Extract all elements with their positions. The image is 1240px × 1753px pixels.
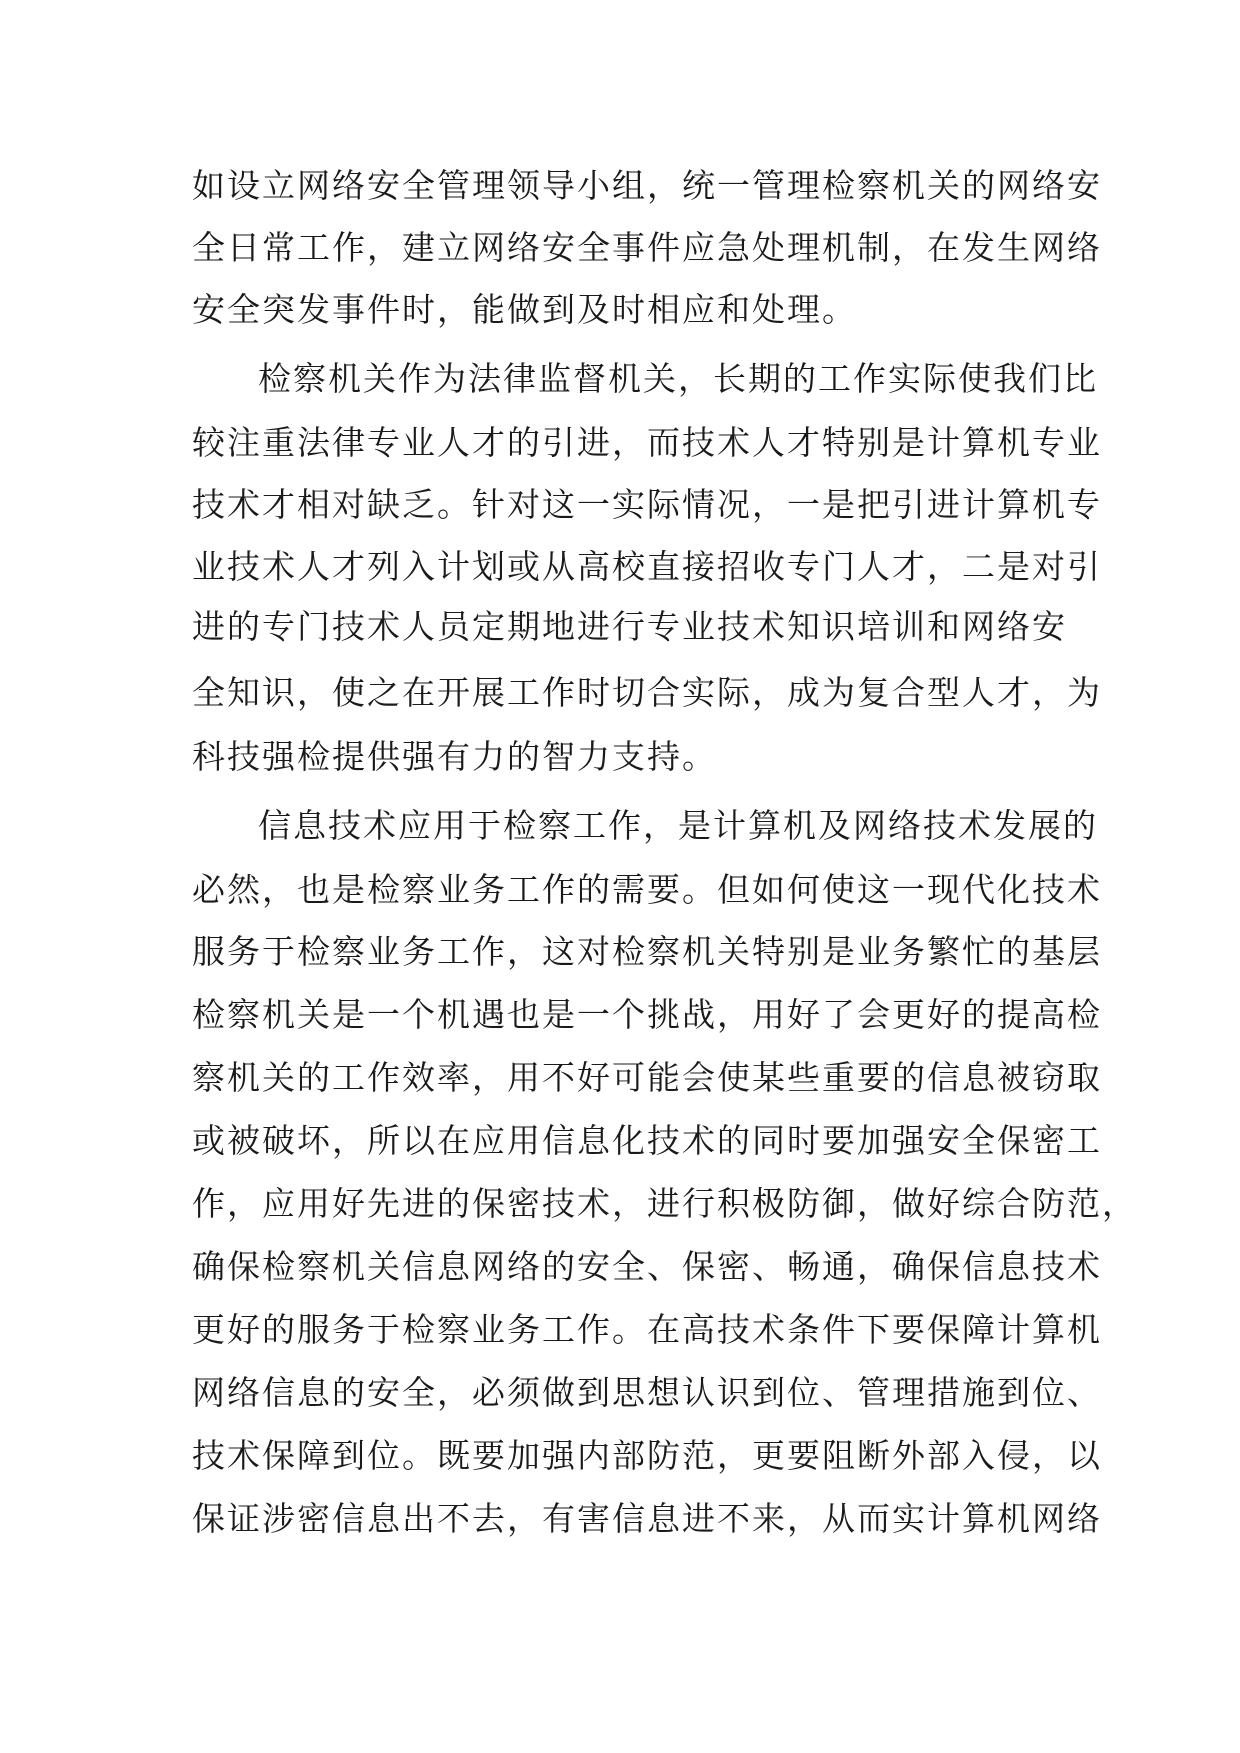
text-line: 科技强检提供强有力的智力支持。 bbox=[192, 737, 717, 776]
text-line: 察机关的工作效率，用不好可能会使某些重要的信息被窃取 bbox=[192, 1058, 1102, 1097]
paragraph-first-line: 检察机关作为法律监督机关，长期的工作实际使我们比 bbox=[258, 359, 1098, 398]
text-line: 技术保障到位。既要加强内部防范，更要阻断外部入侵，以 bbox=[192, 1436, 1102, 1475]
text-line: 技术才相对缺乏。针对这一实际情况，一是把引进计算机专 bbox=[192, 485, 1102, 524]
text-line: 服务于检察业务工作，这对检察机关特别是业务繁忙的基层 bbox=[192, 932, 1102, 971]
text-line: 全知识，使之在开展工作时切合实际，成为复合型人才，为 bbox=[192, 673, 1102, 712]
text-line: 确保检察机关信息网络的安全、保密、畅通，确保信息技术 bbox=[192, 1247, 1102, 1286]
text-line: 保证涉密信息出不去，有害信息进不来，从而实计算机网络 bbox=[192, 1499, 1102, 1538]
text-line: 网络信息的安全，必须做到思想认识到位、管理措施到位、 bbox=[192, 1373, 1102, 1412]
text-line: 作，应用好先进的保密技术，进行积极防御，做好综合防范， bbox=[192, 1184, 1137, 1223]
text-line: 如设立网络安全管理领导小组，统一管理检察机关的网络安 bbox=[192, 166, 1102, 205]
text-line: 更好的服务于检察业务工作。在高技术条件下要保障计算机 bbox=[192, 1310, 1102, 1349]
text-line: 较注重法律专业人才的引进，而技术人才特别是计算机专业 bbox=[192, 423, 1102, 462]
text-line: 进的专门技术人员定期地进行专业技术知识培训和网络安 bbox=[192, 607, 1067, 646]
text-line: 必然，也是检察业务工作的需要。但如何使这一现代化技术 bbox=[192, 870, 1102, 909]
paragraph-first-line: 信息技术应用于检察工作，是计算机及网络技术发展的 bbox=[258, 806, 1098, 845]
text-line: 安全突发事件时，能做到及时相应和处理。 bbox=[192, 290, 857, 329]
text-line: 业技术人才列入计划或从高校直接招收专门人才，二是对引 bbox=[192, 547, 1102, 586]
text-line: 检察机关是一个机遇也是一个挑战，用好了会更好的提高检 bbox=[192, 995, 1102, 1034]
text-line: 或被破坏，所以在应用信息化技术的同时要加强安全保密工 bbox=[192, 1121, 1102, 1160]
text-line: 全日常工作，建立网络安全事件应急处理机制，在发生网络 bbox=[192, 228, 1102, 267]
